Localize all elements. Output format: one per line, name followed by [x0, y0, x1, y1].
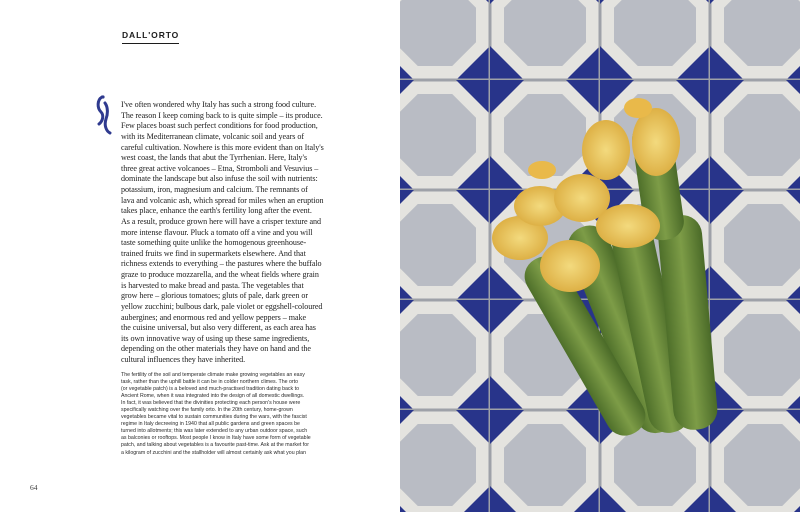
- floor-tile: [400, 300, 490, 410]
- body-paragraph: I've often wondered why Italy has such a strong food culture. The reason I keep coming back to is quite simple – its produce. Few places boast such perfect conditions for food production, with its Mediterranean climate, volcanic soil and years of careful cultivation. Nowhere is this more evident than on Italy's west coast, the lands that abut the Tyrrhenian. Here, Italy's three great active volcanoes – Etna, Stromboli and Vesuvius – dominate the landscape but also infuse the soil with nutrients: potassium, iron, magnesium and calcium. The remnants of lava and volcanic ash, which spread for miles when an eruption takes place, enhance the earth's fertility long after the event. As a result, produce grown here will have a crisper texture and more intense flavour. Pluck a tomato off a vine and you will taste something quite unlike the homogenous greenhouse- trained fruits we find in supermarkets elsewhere. And that richness extends to everything – the pastures where the buffalo graze to produce mozzarella, and the wheat fields where grain is harvested to make bread and pasta. The vegetables that grow here – glorious tomatoes; gluts of pale, dark green or yellow zucchini; bulbous dark, pale violet or eggshell-coloured aubergines; and enormous red and yellow peppers – make the cuisine universal, but also very different, as each area has its own innovative way of using up these same ingredients, depending on the other materials they have on hand and the cultural influences they have inherited.: [121, 100, 324, 364]
- floor-tile: [710, 300, 800, 410]
- floor-tile: [710, 80, 800, 190]
- floor-tile: [600, 0, 710, 80]
- floor-tile: [490, 410, 600, 512]
- drop-cap-ornament: [94, 94, 116, 136]
- page-number: 64: [30, 483, 38, 492]
- floor-tile: [400, 80, 490, 190]
- floor-tile: [710, 0, 800, 80]
- floor-tile: [710, 410, 800, 512]
- zucchini-photo: [400, 0, 800, 512]
- floor-tile: [490, 0, 600, 80]
- floor-tile: [400, 410, 490, 512]
- floor-tile: [400, 190, 490, 300]
- section-title: DALL'ORTO: [122, 30, 179, 44]
- floor-tile: [710, 190, 800, 300]
- floor-tile: [400, 0, 490, 80]
- note-paragraph: The fertility of the soil and temperate climate make growing vegetables an easy task, rather than the uphill battle it can be in colder northern climes. The orto (or vegetable patch) is a beloved and much-practised tradition dating back to Ancient Rome, when it was integrated into the design of all domestic dwellings. In fact, it was believed that the divinities protecting each person's house were specifically watching over the family orto. In the 20th century, home-grown vegetables became vital to sustain communities during the wars, with the fascist regime in Italy decreeing in 1940 that all public gardens and green spaces be turned into allotments; this was later extended to any urban outdoor space, such as balconies or rooftops. Most people I know in Italy have some form of vegetable patch, and talking about vegetables is a favourite past-time. Ask at the market for a kilogram of zucchini and the stallholder will almost certainly ask what you plan: [121, 372, 311, 456]
